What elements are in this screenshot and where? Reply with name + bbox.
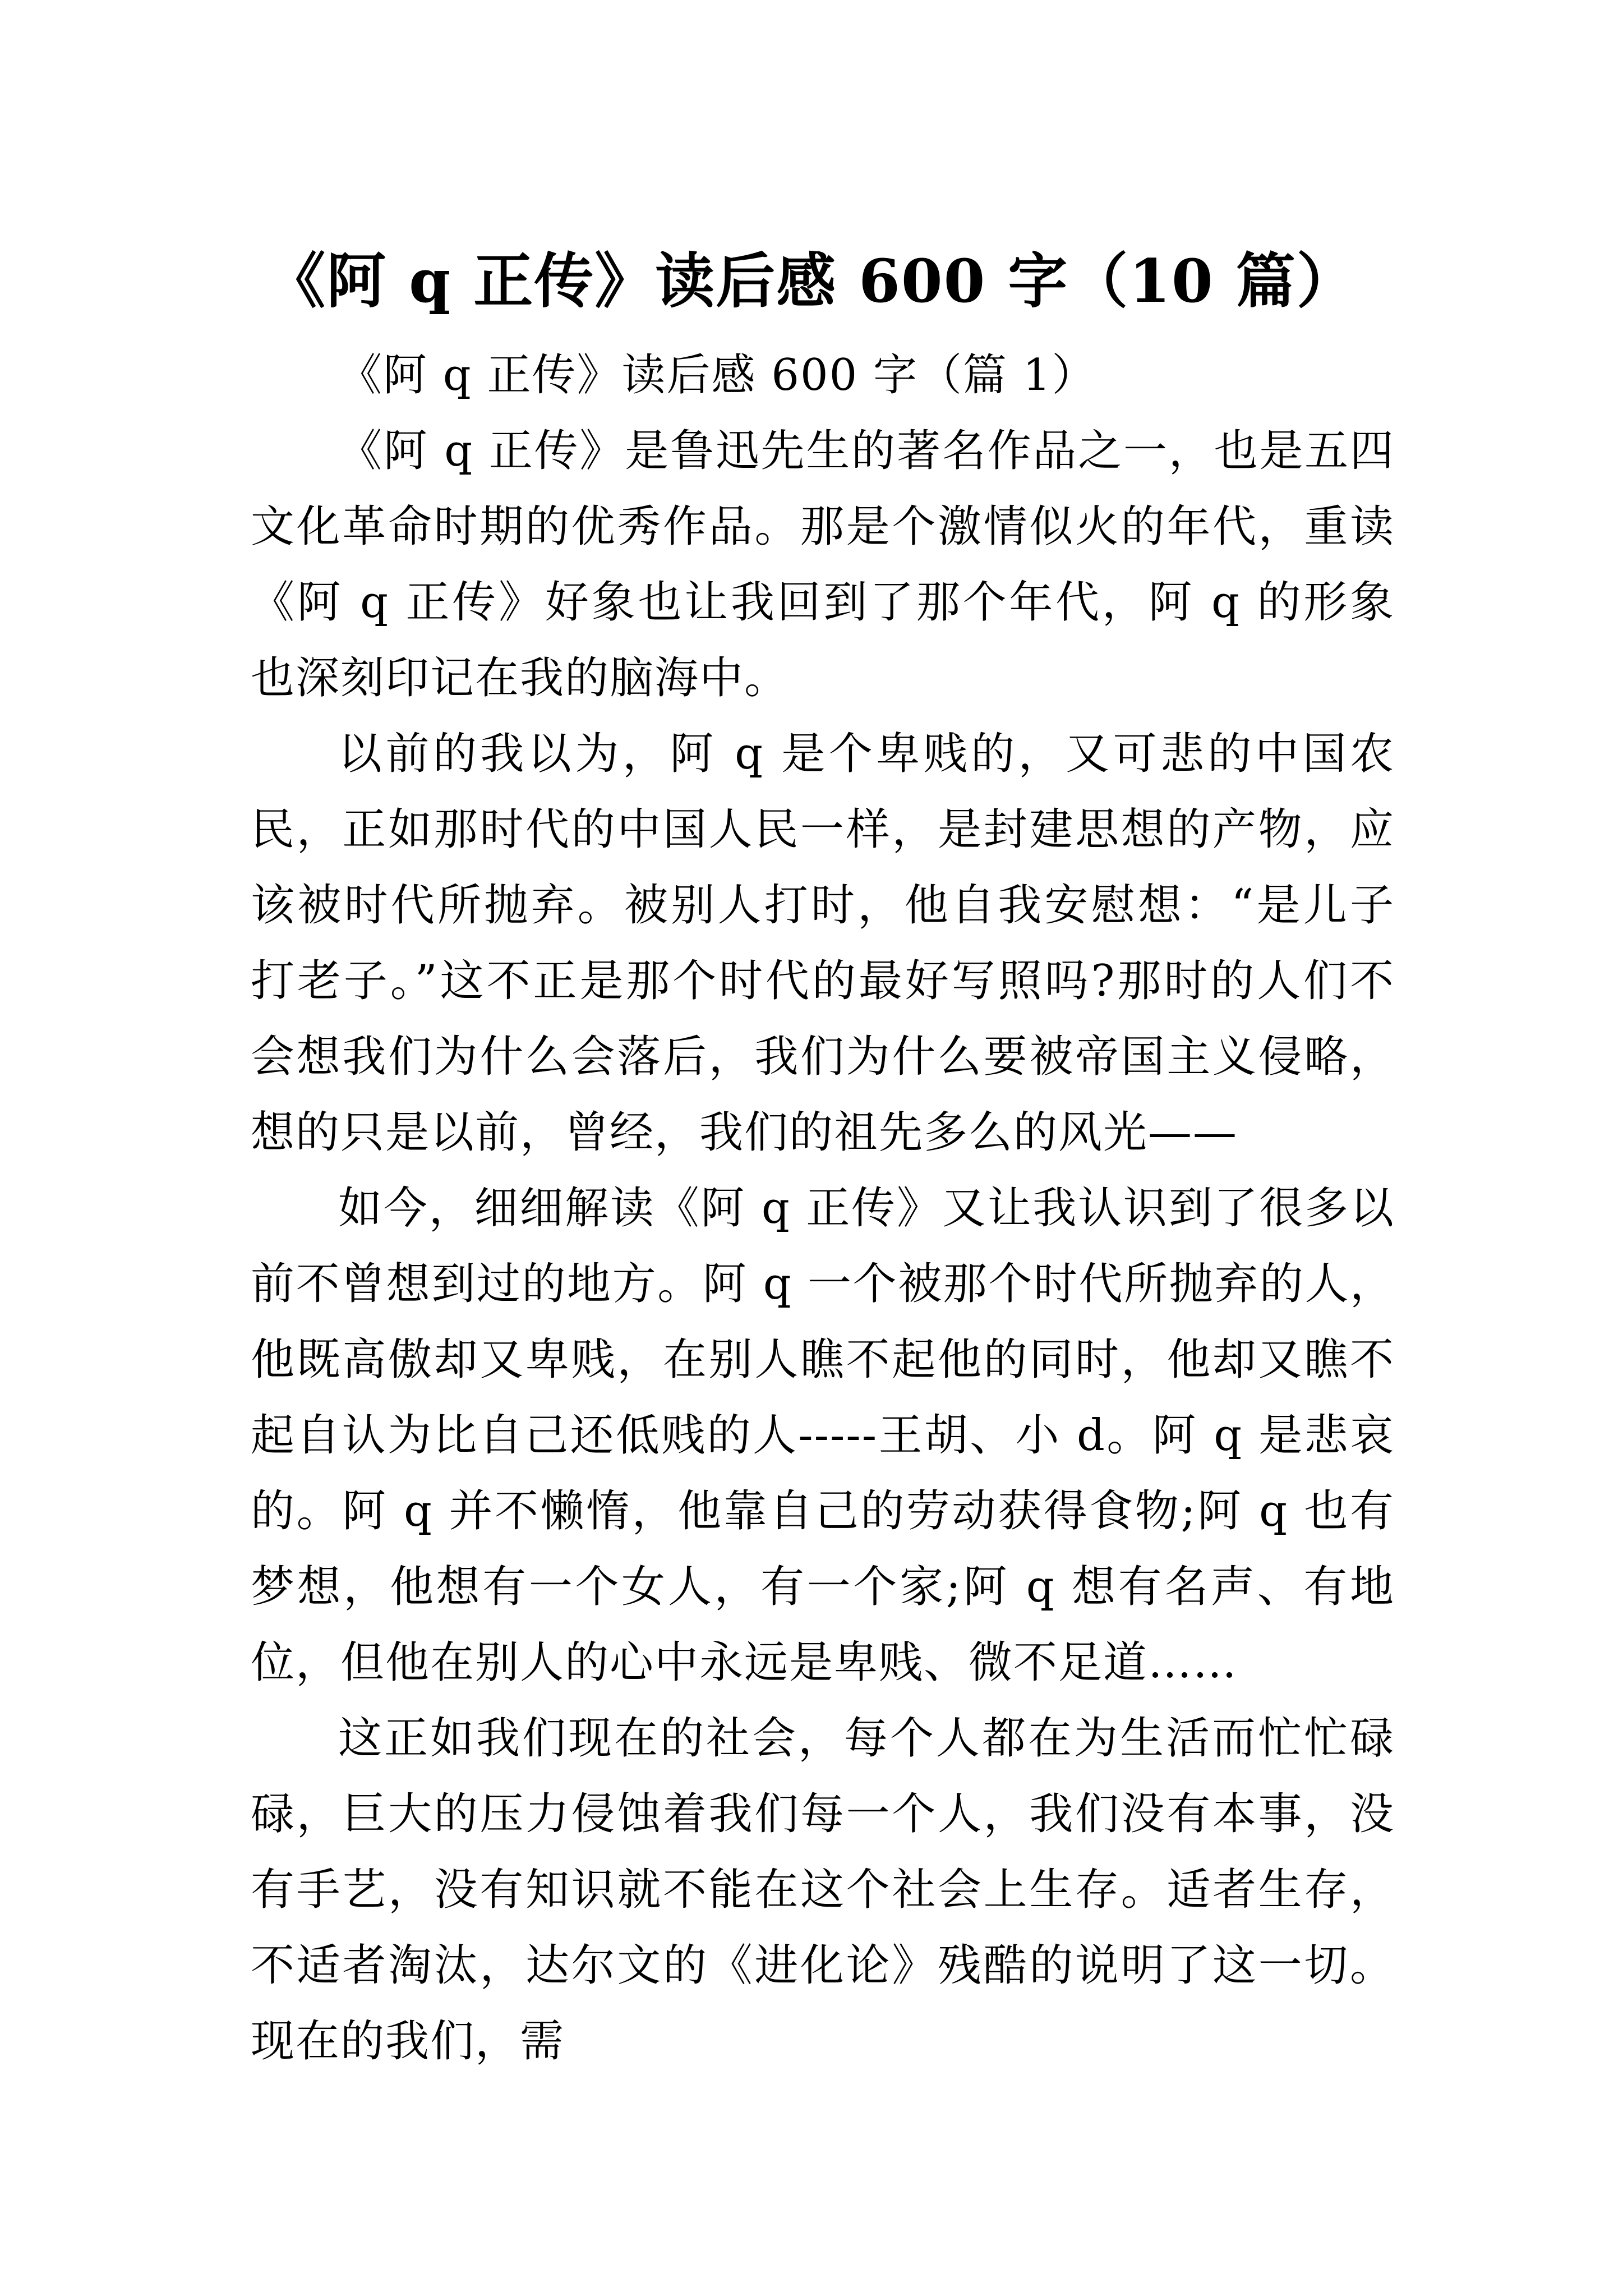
document-title: 《阿 q 正传》读后感 600 字（10 篇）	[266, 246, 1357, 316]
paragraph-1: 《阿 q 正传》是鲁迅先生的著名作品之一，也是五四文化革命时期的优秀作品。那是个激情似火的年代，重读《阿 q 正传》好象也让我回到了那个年代，阿 q 的形象也深刻印记在我的脑海中。	[251, 426, 1395, 703]
paragraph-4: 这正如我们现在的社会，每个人都在为生活而忙忙碌碌，巨大的压力侵蚀着我们每一个人，我们没有本事，没有手艺，没有知识就不能在这个社会上生存。适者生存，不适者淘汰，达尔文的《进化论》残酷的说明了这一切。现在的我们，需	[251, 1713, 1395, 2067]
section-heading: 《阿 q 正传》读后感 600 字（篇 1）	[338, 350, 1097, 401]
paragraph-3: 如今，细细解读《阿 q 正传》又让我认识到了很多以前不曾想到过的地方。阿 q 一个被那个时代所抛弃的人，他既高傲却又卑贱，在别人瞧不起他的同时，他却又瞧不起自认为比自己还低贱的人-----王胡、小 d。阿 q 是悲哀的。阿 q 并不懒惰，他靠自己的劳动获得食物;阿 q 也有梦想，他想有一个女人，有一个家;阿 q 想有名声、有地位，但他在别人的心中永远是卑贱、微不足道……	[251, 1183, 1395, 1688]
paragraph-2: 以前的我以为，阿 q 是个卑贱的，又可悲的中国农民，正如那时代的中国人民一样，是封建思想的产物，应该被时代所抛弃。被别人打时，他自我安慰想：“是儿子打老子。”这不正是那个时代的最好写照吗?那时的人们不会想我们为什么会落后，我们为什么要被帝国主义侵略，想的只是以前，曾经，我们的祖先多么的风光——	[251, 729, 1395, 1158]
document-body	[251, 338, 1395, 2079]
